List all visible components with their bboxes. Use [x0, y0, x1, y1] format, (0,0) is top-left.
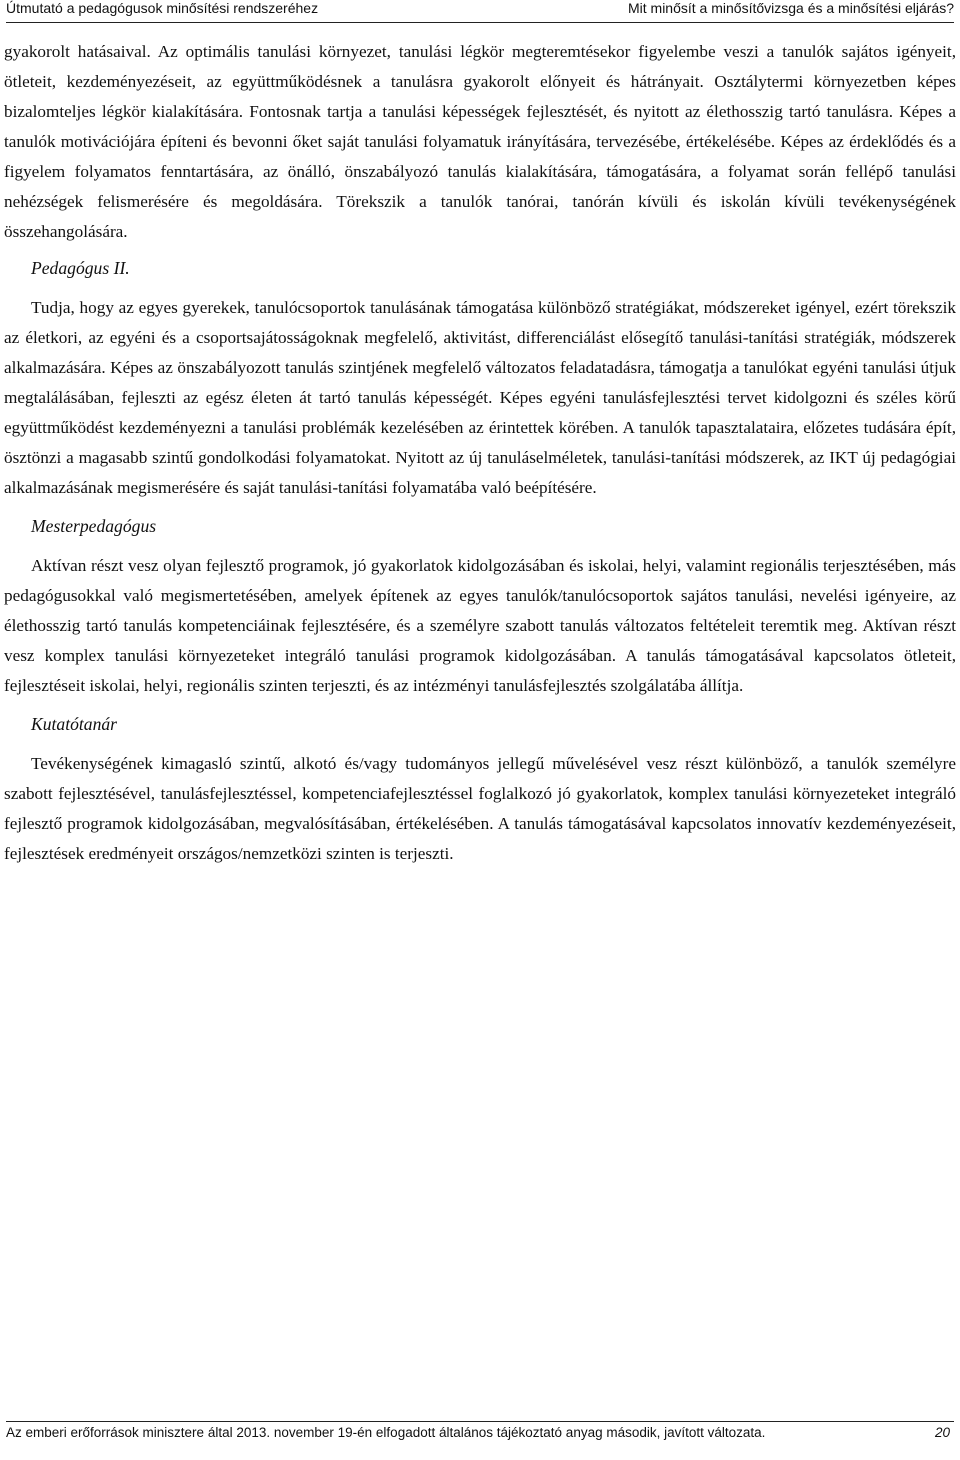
- running-footer: [6, 1421, 954, 1442]
- section-heading-kutatotanar: Kutatótanár: [31, 714, 118, 734]
- section-paragraph-kutatotanar: Tevékenységének kimagasló szintű, alkotó és/vagy tudományos jellegű művelésével vesz részt különböző, a tanulók személyre szabott fejlesztésével, tanulásfejlesztéssel, kompetenciafejlesztéssel foglalkozó jó gyakorlatok, komplex tanulási környezeteket integráló fejlesztő programok kidolgozásában, megvalósításában, értékelésében. A tanulás támogatásával kapcsolatos innovatív kezdeményezéseit, fejlesztések eredményeit országos/nemzetközi szinten is terjeszti.: [4, 754, 956, 863]
- header-chapter-title: Mit minősít a minősítővizsga és a minősítési eljárás?: [627, 0, 954, 16]
- running-header: [6, 0, 954, 23]
- document-body: [4, 37, 956, 869]
- footer-note: Az emberi erőforrások minisztere által 2013. november 19-én elfogadott általános tájékoztató anyag második, javított változata.: [6, 1425, 766, 1440]
- section-heading-pedagogus-ii: Pedagógus II.: [31, 258, 130, 278]
- section-paragraph-mesterpedagogus: Aktívan részt vesz olyan fejlesztő programok, jó gyakorlatok kidolgozásában és iskolai, helyi, valamint regionális terjesztésében, más pedagógusokkal való megismertetésében, amelyek építenek az egyes tanulók/tanulócsoportok sajátos tanulási, nevelési igényeire, az élethosszig tartó tanulás kompetenciáinak fejlesztésére, és a személyre szabott tanulás változatos feltételeit teremtik meg. Aktívan részt vesz komplex tanulási környezeteket integráló tanulási programok kidolgozásában. A tanulás támogatásával kapcsolatos ötleteit, fejlesztéseit iskolai, helyi, regionális szinten terjeszti, és az intézményi tanulásfejlesztés szolgálatába állítja.: [4, 556, 956, 695]
- lead-paragraph: gyakorolt hatásaival. Az optimális tanulási környezet, tanulási légkör megteremtésekor figyelembe veszi a tanulók sajátos igényeit, ötleteit, kezdeményezéseit, az együttműködésnek a tanulásra gyakorolt előnyeit és hátrányait. Osztálytermi környezetben képes bizalomteljes légkör kialakítására. Fontosnak tartja a tanulási képességek fejlesztését, és nyitott az élethosszig tartó tanulásra. Képes a tanulók motivációjára építeni és bevonni őket saját tanulási folyamatuk irányítására, tervezésébe, értékelésébe. Képes az érdeklődés és a figyelem folyamatos fenntartására, az önálló, önszabályozó tanulás kialakítására, támogatására, a folyamat során fellépő tanulási nehézségek felismerésére és megoldására. Törekszik a tanulók tanórai, tanórán kívüli és iskolán kívüli tevékenységének összehangolására.: [4, 42, 956, 241]
- section-heading-mesterpedagogus: Mesterpedagógus: [31, 516, 157, 536]
- header-document-title: Útmutató a pedagógusok minősítési rendszeréhez: [6, 0, 319, 16]
- page-number: 20: [934, 1425, 950, 1440]
- section-paragraph-pedagogus-ii: Tudja, hogy az egyes gyerekek, tanulócsoportok tanulásának támogatása különböző stratégiákat, módszereket igényel, ezért törekszik az életkori, az egyéni és a csoportsajátosságoknak megfelelő, aktivitást, differenciálást elősegítő tanulási-tanítási stratégiák, módszerek alkalmazására. Képes az önszabályozott tanulás szintjének megfelelő változatos feladatadásra, támogatja a tanulókat egyéni tanulási útjuk megtalálásában, fejleszti az egész életen át tartó tanulás képességét. Képes egyéni tanulásfejlesztési tervet kidolgozni és széles körű együttműködést kezdeményezni a tanulási problémák kezelésében az érintettek körében. A tanulók tapasztalataira, előzetes tudására épít, ösztönzi a magasabb szintű gondolkodási folyamatokat. Nyitott az új tanuláselméletek, tanulási-tanítási módszerek, az IKT új pedagógiai alkalmazásának megismerésére és saját tanulási-tanítási folyamatába való beépítésére.: [4, 298, 956, 497]
